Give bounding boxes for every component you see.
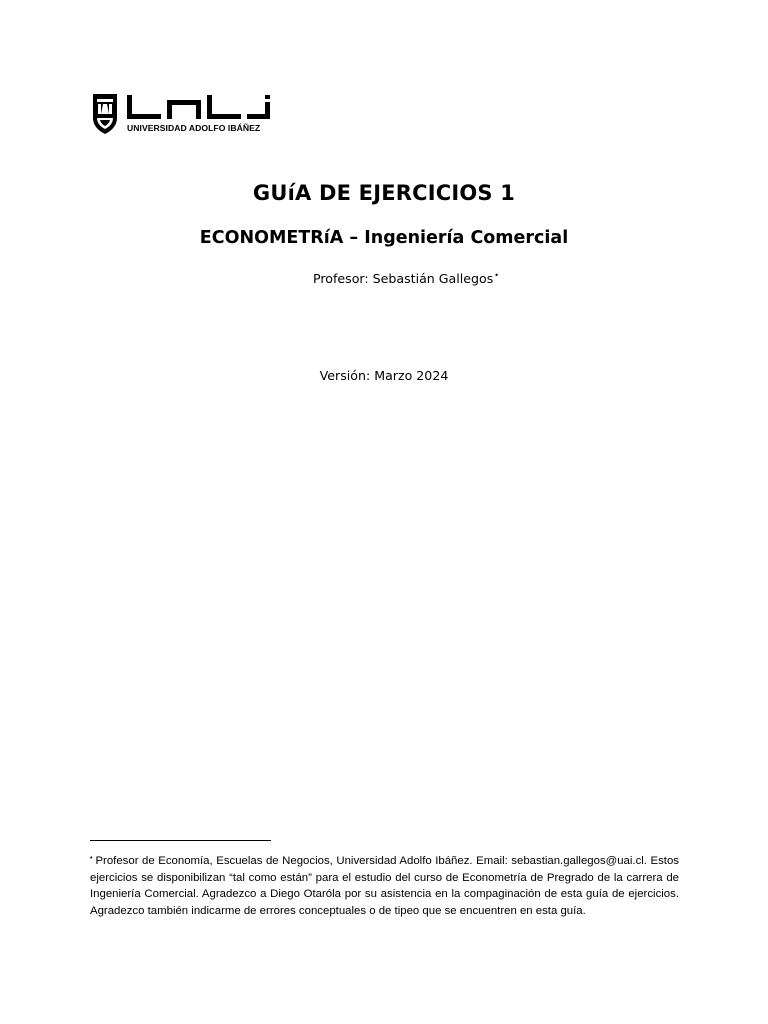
footnote-divider: [90, 840, 271, 841]
footnote-reference: •: [494, 271, 499, 280]
university-logo: [91, 92, 281, 136]
footnote: [90, 851, 679, 919]
uai-wordmark: [127, 95, 270, 119]
version-line: Versión: Marzo 2024: [319, 368, 449, 383]
crest-icon: [93, 94, 117, 134]
footnote-marker: •: [90, 855, 93, 862]
professor-name: Profesor: Sebastián Gallegos: [313, 271, 494, 286]
course-subtitle: ECONOMETRíA – Ingeniería Comercial: [199, 228, 569, 248]
professor-line: [313, 271, 499, 286]
institution-name: UNIVERSIDAD ADOLFO IBÁÑEZ: [127, 123, 261, 133]
footnote-text: Profesor de Economía, Escuelas de Negocios, Universidad Adolfo Ibáñez. Email: sebastian.gallegos@uai.cl. Estos ejercicios se disponibilizan “tal como están” para el estudio del curso de Econometría de Pregrado de la carrera de Ingeniería Comercial. Agradezco a Diego Otaróla por su asistencia en la compaginación de esta guía de ejercicios. Agradezco también indicarme de errores conceptuales o de tipeo que se encuentren en esta guía.: [90, 855, 679, 917]
page-title: GUíA DE EJERCICIOS 1: [252, 181, 516, 205]
